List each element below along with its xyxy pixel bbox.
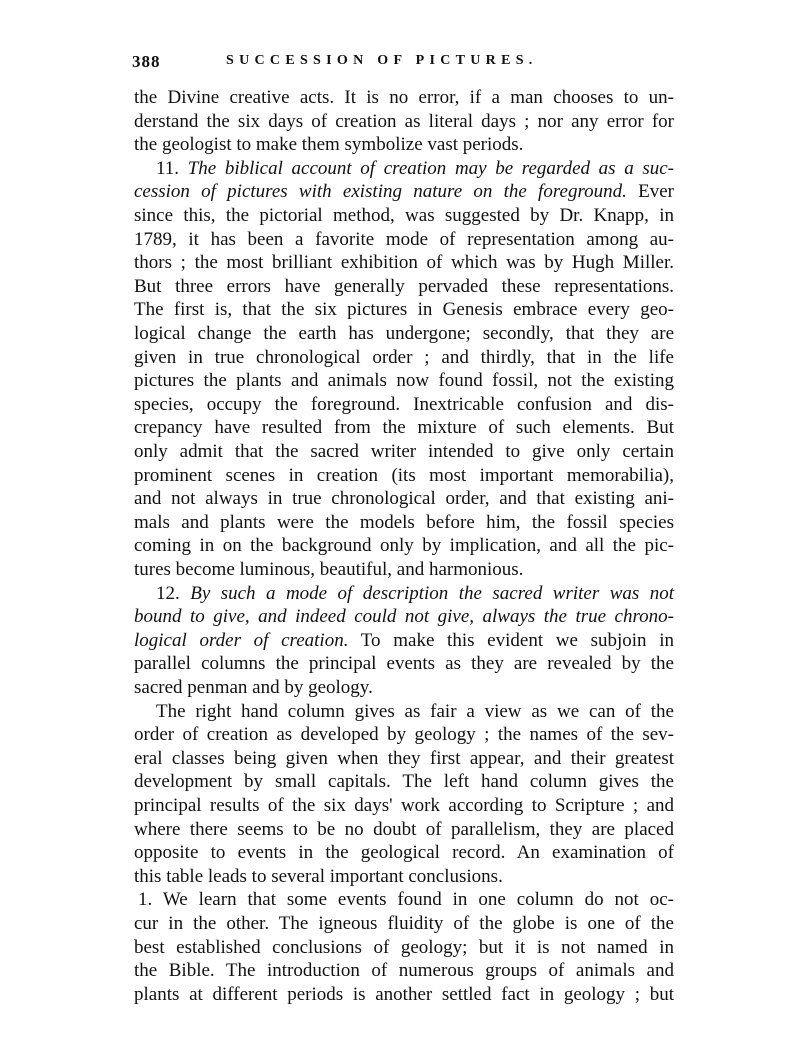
- text-line: [134, 912, 674, 935]
- text-run: 1. We learn that some events found in one column do not oc-: [138, 889, 674, 911]
- text-line: [156, 700, 674, 723]
- text-run: prominent scenes in creation (its most important memorabilia),: [134, 464, 674, 486]
- text-run: sacred penman and by geology.: [134, 677, 373, 698]
- text-run: crepancy have resulted from the mixture of such elements. But: [134, 417, 674, 439]
- text-run: the Bible. The introduction of numerous groups of animals and: [134, 960, 674, 982]
- text-run: only admit that the sacred writer intended to give only certain: [134, 441, 674, 462]
- text-run: 1789, it has been a favorite mode of representation among au-: [134, 228, 674, 250]
- text-line: [134, 322, 674, 345]
- text-line: [134, 416, 674, 439]
- text-line: [134, 794, 674, 817]
- italic-text: By such a mode of description the sacred writer was not: [190, 582, 675, 604]
- text-line: [134, 511, 674, 534]
- text-line: [134, 936, 674, 959]
- text-line: [134, 487, 674, 510]
- italic-text: The biblical account of creation may be regarded as a suc-: [187, 157, 675, 179]
- text-line: [134, 275, 674, 298]
- text-run: since this, the pictorial method, was suggested by Dr. Knapp, in: [134, 205, 674, 226]
- text-run: order of creation as developed by geology ; the names of the sev-: [134, 724, 674, 746]
- text-line: [134, 369, 674, 392]
- text-run: where there seems to be no doubt of parallelism, they are placed: [134, 818, 674, 840]
- text-line: [156, 582, 674, 605]
- text-run: cur in the other. The igneous fluidity of the globe is one of the: [134, 913, 674, 934]
- text-run: given in true chronological order ; and thirdly, that in the life: [134, 346, 674, 368]
- text-run: coming in on the background only by implication, and all the pic-: [134, 535, 674, 557]
- text-line: [134, 110, 674, 133]
- text-run: and not always in true chronological order, and that existing ani-: [134, 488, 674, 510]
- text-line: [134, 723, 674, 746]
- text-line: [134, 251, 674, 274]
- text-run: the Divine creative acts. It is no error, if a man chooses to un-: [134, 87, 674, 108]
- page-number: 388: [132, 52, 161, 71]
- text-line: [134, 393, 674, 416]
- text-line: [134, 605, 674, 628]
- text-line: [134, 464, 674, 487]
- text-run: 11.: [156, 157, 188, 179]
- text-run: But three errors have generally pervaded these representations.: [134, 275, 674, 297]
- text-line: [134, 133, 674, 156]
- text-line: [134, 959, 674, 982]
- text-line: [134, 298, 674, 321]
- text-run: tures become luminous, beautiful, and harmonious.: [134, 559, 524, 580]
- text-run: species, occupy the foreground. Inextricable confusion and dis-: [134, 393, 674, 415]
- text-run: logical change the earth has undergone; secondly, that they are: [134, 323, 674, 344]
- text-run: opposite to events in the geological record. An examination of: [134, 842, 674, 864]
- text-run: parallel columns the principal events as they are revealed by the: [134, 653, 674, 675]
- text-run: To make this evident we subjoin in: [348, 629, 674, 651]
- text-run: pictures the plants and animals now found fossil, not the existing: [134, 370, 674, 392]
- text-line: [134, 818, 674, 841]
- text-line: [134, 440, 674, 463]
- text-line: [134, 841, 674, 864]
- text-run: mals and plants were the models before him, the fossil species: [134, 511, 674, 533]
- text-run: derstand the six days of creation as literal days ; nor any error for: [134, 110, 674, 132]
- text-line: [134, 629, 674, 652]
- running-title: SUCCESSION OF PICTURES.: [226, 53, 538, 68]
- text-run: principal results of the six days' work according to Scripture ; and: [134, 795, 674, 816]
- text-run: Ever: [626, 181, 674, 203]
- text-line: [134, 180, 674, 203]
- text-run: this table leads to several important conclusions.: [134, 865, 503, 887]
- text-line: [134, 86, 674, 109]
- text-line: [134, 204, 674, 227]
- text-line: [134, 983, 674, 1006]
- text-run: The right hand column gives as fair a view as we can of the: [156, 700, 674, 722]
- text-run: eral classes being given when they first appear, and their greatest: [134, 747, 674, 769]
- text-run: best established conclusions of geology; but it is not named in: [134, 936, 674, 958]
- text-run: the geologist to make them symbolize vast periods.: [134, 134, 524, 156]
- text-line: [134, 770, 674, 793]
- text-line: [134, 676, 674, 699]
- text-run: 12.: [156, 582, 191, 604]
- text-run: plants at different periods is another settled fact in geology ; but: [134, 983, 674, 1005]
- text-line: [138, 888, 674, 911]
- text-line: [134, 865, 674, 888]
- text-line: [134, 652, 674, 675]
- text-run: thors ; the most brilliant exhibition of which was by Hugh Miller.: [134, 252, 674, 274]
- italic-text: bound to give, and indeed could not give, always the true chrono-: [134, 606, 674, 628]
- text-line: [134, 228, 674, 251]
- text-line: [134, 534, 674, 557]
- text-run: The first is, that the six pictures in Genesis embrace every geo-: [134, 299, 674, 321]
- text-line: [134, 346, 674, 369]
- text-line: [134, 747, 674, 770]
- text-line: [134, 558, 674, 581]
- text-line: [156, 157, 674, 180]
- text-run: development by small capitals. The left hand column gives the: [134, 771, 674, 793]
- italic-text: logical order of creation.: [134, 629, 349, 651]
- italic-text: cession of pictures with existing nature on the foreground.: [134, 181, 627, 203]
- running-head: [132, 52, 672, 74]
